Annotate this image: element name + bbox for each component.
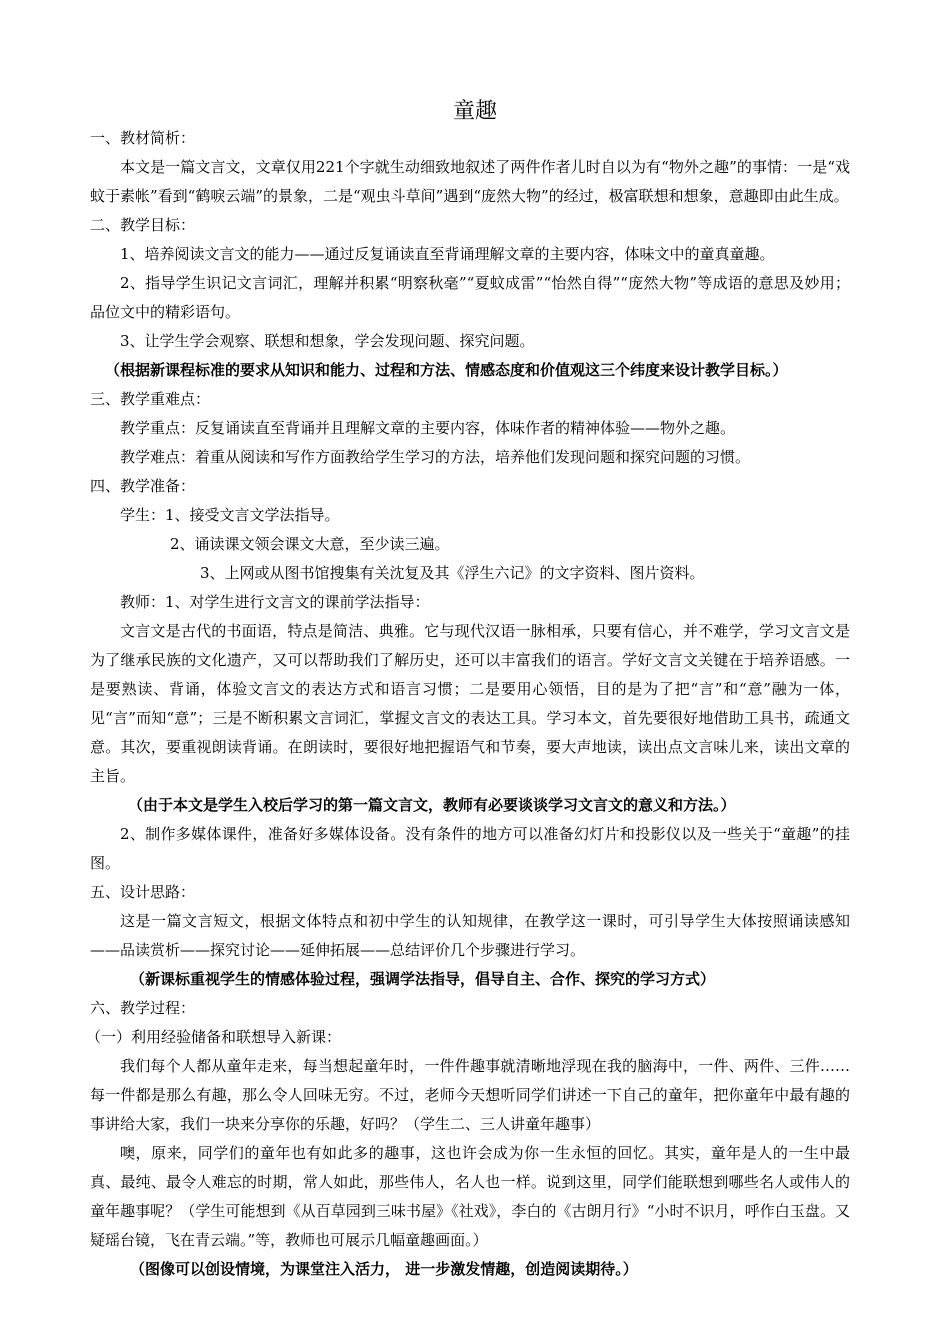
document-title: 童趣 bbox=[452, 99, 497, 124]
section-heading-analysis: 一、教材简析： bbox=[90, 129, 196, 147]
design-note: （新课标重视学生的情感体验过程，强调学法指导，倡导自主、合作、探究的学习方式） bbox=[130, 970, 716, 988]
section-heading-process: 六、教学过程： bbox=[90, 999, 196, 1017]
key-point-text: 教学重点：反复诵读直至背诵并且理解文章的主要内容，体味作者的精神体验——物外之趣。 bbox=[120, 419, 736, 437]
teacher-prep-1: 教师：1、对学生进行文言文的课前学法指导： bbox=[120, 593, 430, 611]
section-heading-key-points: 三、教学重难点： bbox=[90, 390, 211, 408]
design-paragraph: 这是一篇文言短文，根据文体特点和初中学生的认知规律，在教学这一课时，可引导学生大体按照诵读感知——品读赏析——探究讨论——延伸拓展——总结评价几个步骤进行学习。 bbox=[90, 912, 850, 959]
document-body bbox=[86, 124, 850, 1284]
student-prep-1: 学生：1、接受文言文学法指导。 bbox=[120, 506, 340, 524]
goal-item-3: 3、让学生学会观察、联想和想象，学会发现问题、探究问题。 bbox=[120, 332, 535, 350]
process-note: （图像可以创设情境，为课堂注入活力， 进一步激发情趣，创造阅读期待。） bbox=[130, 1260, 638, 1278]
teacher-prep-paragraph: 文言文是古代的书面语，特点是简洁、典雅。它与现代汉语一脉相承，只要有信心，并不难学，学习文言文是为了继承民族的文化遗产，又可以帮助我们了解历史，还可以丰富我们的语言。学好文言文关键在于培养语感。一是要熟读、背诵，体验文言文的表达方式和语言习惯；二是要用心领悟，目的是为了把“言”和“意”融为一体，见“言”而知“意”；三是不断积累文言词汇，掌握文言文的表达工具。学习本文，首先要很好地借助工具书，疏通文意。其次，要重视朗读背诵。在朗读时，要很好地把握语气和节奏，要大声地读，读出点文言味儿来，读出文章的主旨。 bbox=[90, 622, 850, 785]
process-paragraph-1: 我们每个人都从童年走来，每当想起童年时，一件件趣事就清晰地浮现在我的脑海中，一件、两件、三件……每一件都是那么有趣，那么令人回味无穷。不过，老师今天想听同学们讲述一下自己的童年，把你童年中最有趣的事讲给大家，我们一块来分享你的乐趣，好吗？（学生二、三人讲童年趣事） bbox=[90, 1057, 850, 1133]
section-heading-preparation: 四、教学准备： bbox=[90, 477, 196, 495]
analysis-paragraph: 本文是一篇文言文，文章仅用221个字就生动细致地叙述了两件作者儿时自以为有“物外之趣”的事情：一是“戏蚊于素帐”看到“鹤唳云端”的景象，二是“观虫斗草间”遇到“庞然大物”的经过，极富联想和想象，意趣即由此生成。 bbox=[90, 158, 850, 205]
difficult-point-text: 教学难点：着重从阅读和写作方面教给学生学习的方法，培养他们发现问题和探究问题的习惯。 bbox=[120, 448, 751, 466]
goals-note: （根据新课程标准的要求从知识和能力、过程和方法、情感态度和价值观这三个纬度来设计教学目标。） bbox=[105, 361, 788, 379]
student-prep-3: 3、上网或从图书馆搜集有关沈复及其《浮生六记》的文字资料、图片资料。 bbox=[200, 564, 705, 582]
section-heading-goals: 二、教学目标： bbox=[90, 216, 196, 234]
section-heading-design: 五、设计思路： bbox=[90, 883, 196, 901]
goal-item-1: 1、培养阅读文言文的能力——通过反复诵读直至背诵理解文章的主要内容，体味文中的童真童趣。 bbox=[120, 245, 775, 263]
student-prep-2: 2、诵读课文领会课文大意，至少读三遍。 bbox=[170, 535, 450, 553]
preparation-note: （由于本文是学生入校后学习的第一篇文言文，教师有必要谈谈学习文言文的意义和方法。） bbox=[128, 796, 736, 814]
process-paragraph-2: 噢，原来，同学们的童年也有如此多的趣事，这也许会成为你一生永恒的回忆。其实，童年是人的一生中最真、最纯、最令人难忘的时期，常人如此，那些伟人，名人也一样。说到这里，同学们能联想到哪些名人或伟人的童年趣事呢？（学生可能想到《从百草园到三味书屋》《社戏》，李白的《古朗月行》“小时不识月，呼作白玉盘。又疑瑶台镜，飞在青云端。”等，教师也可展示几幅童趣画面。） bbox=[90, 1144, 850, 1249]
teacher-prep-2: 2、制作多媒体课件，准备好多媒体设备。没有条件的地方可以准备幻灯片和投影仪以及一些关于“童趣”的挂图。 bbox=[90, 825, 850, 872]
process-subheading-1: （一）利用经验储备和联想导入新课： bbox=[86, 1028, 342, 1046]
goal-item-2: 2、指导学生识记文言词汇，理解并积累“明察秋毫”“夏蚊成雷”“怡然自得”“庞然大物”等成语的意思及妙用；品位文中的精彩语句。 bbox=[90, 274, 850, 321]
